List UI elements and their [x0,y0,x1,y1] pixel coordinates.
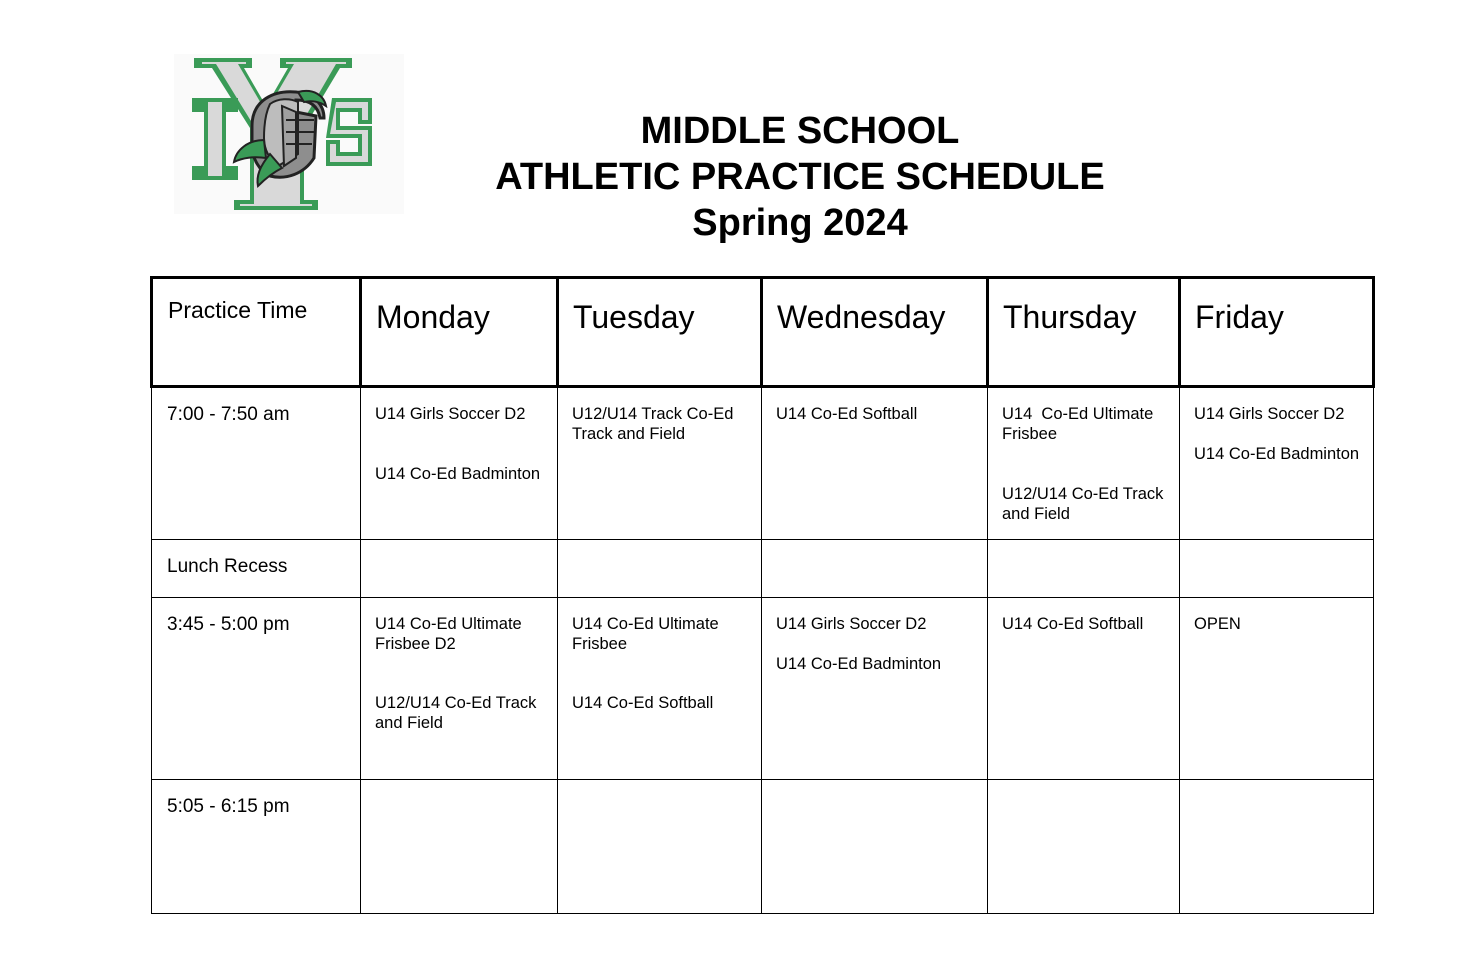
table-header-row [152,278,1374,387]
activity-entry: U14 Co-Ed Softball [572,694,714,712]
logo-letter-s [326,98,372,166]
time-slot: 3:45 - 5:00 pm [152,598,361,780]
activity-entry: U14 Co-Ed Badminton [1194,445,1360,463]
activity-entry: U12/U14 Track Co-Ed Track and Field [572,405,734,443]
activity-entry: U14 Co-Ed Badminton [776,655,942,673]
title-line-1: MIDDLE SCHOOL [640,110,960,152]
schedule-cell [361,540,558,598]
schedule-cell [558,540,762,598]
table-row [152,540,1374,598]
table-row [152,780,1374,914]
schedule-cell [558,780,762,914]
activity-entry: U14 Girls Soccer D2 [375,405,526,423]
schedule-cell [988,598,1180,780]
activity-entry: U14 Co-Ed Ultimate Frisbee [572,615,719,653]
schedule-cell [988,387,1180,540]
schedule-cell [762,598,988,780]
school-logo [174,54,404,214]
activity-entry: U14 Girls Soccer D2 [776,615,927,633]
title-line-3: Spring 2024 [692,202,908,244]
table-row [152,387,1374,540]
activity-entry: U14 Co-Ed Badminton [375,465,541,483]
schedule-cell [558,598,762,780]
activity-entry: U14 Co-Ed Softball [1002,615,1144,633]
activity-entry: U14 Co-Ed Softball [776,405,918,423]
schedule-cell [762,780,988,914]
schedule-cell [1180,540,1374,598]
activity-entry: U14 Co-Ed Ultimate Frisbee D2 [375,615,522,653]
schedule-cell [558,387,762,540]
header-friday: Friday [1180,278,1374,387]
header-thursday: Thursday [988,278,1180,387]
schedule-cell [1180,780,1374,914]
title-line-2: ATHLETIC PRACTICE SCHEDULE [495,156,1105,198]
schedule-cell [762,387,988,540]
schedule-cell [361,598,558,780]
schedule-cell [361,387,558,540]
time-slot: 5:05 - 6:15 pm [152,780,361,914]
practice-schedule-table [150,276,1375,914]
activity-entry: U12/U14 Co-Ed Track and Field [375,694,537,732]
header-practice-time: Practice Time [152,278,361,387]
table-row [152,598,1374,780]
schedule-cell [988,780,1180,914]
time-slot: Lunch Recess [152,540,361,598]
schedule-cell [988,540,1180,598]
schedule-cell [361,780,558,914]
schedule-cell [1180,387,1374,540]
activity-entry: OPEN [1194,615,1241,633]
header-monday: Monday [361,278,558,387]
activity-entry: U14 Girls Soccer D2 [1194,405,1345,423]
header-wednesday: Wednesday [762,278,988,387]
header-tuesday: Tuesday [558,278,762,387]
schedule-cell [762,540,988,598]
time-slot: 7:00 - 7:50 am [152,387,361,540]
schedule-cell [1180,598,1374,780]
page-title [450,108,1150,246]
activity-entry: U12/U14 Co-Ed Track and Field [1002,485,1164,523]
activity-entry: U14 Co-Ed Ultimate Frisbee [1002,405,1158,443]
